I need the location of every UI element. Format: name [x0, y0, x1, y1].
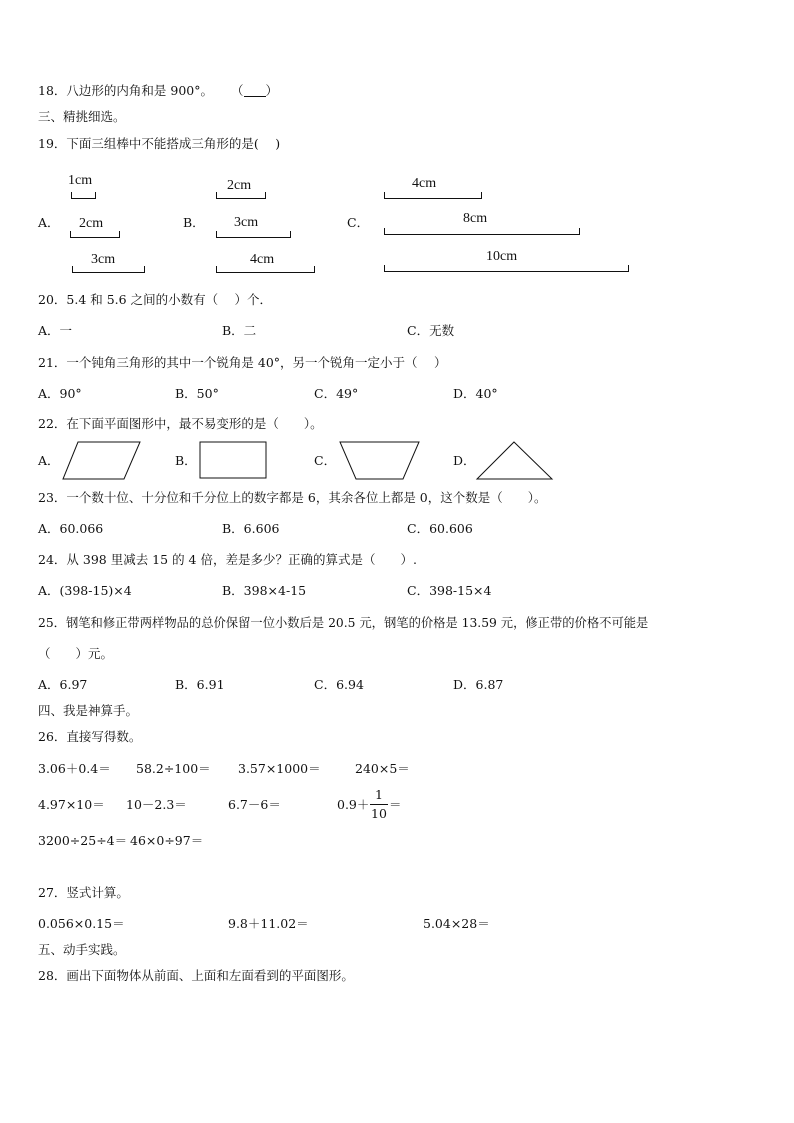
question-24: 24．从 398 里减去 15 的 4 倍，差是多少？正确的算式是（ ）.	[38, 552, 417, 567]
stick-label: 2cm	[227, 178, 252, 193]
calc-item: 5.04×28＝	[423, 916, 490, 931]
triangle-shape	[476, 441, 554, 481]
stick	[384, 228, 580, 235]
option-b-label[interactable]: B．	[175, 453, 197, 468]
calc-item-fraction-suffix: ＝	[389, 797, 402, 812]
calc-item: 240×5＝	[355, 761, 410, 776]
fraction-denominator: 10	[371, 806, 387, 821]
question-22: 22．在下面平面图形中，最不易变形的是（ ）。	[38, 416, 323, 431]
stick-label: 4cm	[250, 252, 275, 267]
option-d[interactable]: D．40°	[453, 386, 498, 401]
answer-blank	[244, 84, 266, 97]
parallelogram-shape	[62, 441, 142, 481]
option-a[interactable]: A．(398-15)×4	[38, 583, 132, 598]
option-a[interactable]: A．60.066	[38, 521, 104, 536]
option-d[interactable]: D．6.87	[453, 677, 504, 692]
stick	[70, 231, 120, 238]
stick	[216, 231, 291, 238]
question-25-cont: （ ）元。	[38, 646, 114, 661]
question-19: 19．下面三组棒中不能搭成三角形的是( )	[38, 136, 281, 151]
question-18-text: 18．八边形的内角和是 900°。	[38, 83, 213, 98]
stick-label: 8cm	[463, 211, 488, 226]
question-26: 26．直接写得数。	[38, 729, 142, 744]
stick	[216, 192, 266, 199]
fraction-bar	[370, 804, 388, 805]
option-b[interactable]: B．50°	[175, 386, 219, 401]
question-27: 27．竖式计算。	[38, 885, 129, 900]
rectangle-shape	[199, 441, 269, 481]
stick-label: 1cm	[68, 173, 93, 188]
stick-label: 4cm	[412, 176, 437, 191]
calc-item-fraction-prefix: 0.9＋	[337, 797, 370, 812]
trapezoid-shape	[339, 441, 421, 481]
question-21: 21．一个钝角三角形的其中一个锐角是 40°，另一个锐角一定小于（ ）	[38, 355, 447, 370]
stick-label: 2cm	[79, 216, 104, 231]
option-b-label: B．	[183, 215, 205, 230]
calc-item: 6.7－6＝	[228, 797, 281, 812]
question-25: 25．钢笔和修正带两样物品的总价保留一位小数后是 20.5 元，钢笔的价格是 13.59 元，修正带的价格不可能是	[38, 616, 649, 630]
option-b[interactable]: B．6.606	[222, 521, 280, 536]
option-c[interactable]: C．6.94	[314, 677, 364, 692]
option-b[interactable]: B．6.91	[175, 677, 225, 692]
calc-item: 3.57×1000＝	[238, 761, 321, 776]
stick	[216, 266, 315, 273]
stick-label: 10cm	[486, 249, 518, 264]
option-c-label: C．	[347, 215, 370, 230]
question-18	[38, 83, 278, 99]
calc-item: 3200÷25÷4＝	[38, 833, 128, 848]
option-a-label[interactable]: A．	[38, 453, 60, 468]
stick	[384, 265, 629, 272]
option-b[interactable]: B．398×4-15	[222, 583, 307, 598]
option-a-label: A．	[38, 215, 60, 230]
paren-open: （	[230, 83, 244, 98]
stick	[384, 192, 482, 199]
question-20: 20．5.4 和 5.6 之间的小数有（ ）个．	[38, 292, 273, 307]
option-c[interactable]: C．无数	[407, 323, 455, 338]
stick	[72, 266, 145, 273]
option-a[interactable]: A．90°	[38, 386, 82, 401]
paren-close: ）	[265, 83, 279, 98]
option-c[interactable]: C．49°	[314, 386, 359, 401]
question-23: 23．一个数十位、十分位和千分位上的数字都是 6，其余各位上都是 0，这个数是（ ）。	[38, 490, 547, 505]
section-3-heading: 三、精挑细选。	[38, 109, 126, 124]
calc-item: 0.056×0.15＝	[38, 916, 125, 931]
option-b[interactable]: B．二	[222, 323, 257, 338]
calc-item: 46×0÷97＝	[130, 833, 204, 848]
stick-label: 3cm	[91, 252, 116, 267]
stick	[71, 192, 96, 199]
stick-label: 3cm	[234, 215, 259, 230]
calc-item: 9.8＋11.02＝	[228, 916, 309, 931]
option-c[interactable]: C．60.606	[407, 521, 473, 536]
question-28: 28．画出下面物体从前面、上面和左面看到的平面图形。	[38, 968, 354, 983]
section-4-heading: 四、我是神算手。	[38, 703, 139, 718]
fraction-numerator: 1	[375, 787, 383, 802]
option-c[interactable]: C．398-15×4	[407, 583, 492, 598]
calc-item: 3.06＋0.4＝	[38, 761, 111, 776]
calc-item: 10－2.3＝	[126, 797, 187, 812]
option-a[interactable]: A．一	[38, 323, 73, 338]
option-c-label[interactable]: C．	[314, 453, 337, 468]
section-5-heading: 五、动手实践。	[38, 942, 126, 957]
option-a[interactable]: A．6.97	[38, 677, 88, 692]
option-d-label[interactable]: D．	[453, 453, 476, 468]
calc-item: 4.97×10＝	[38, 797, 105, 812]
calc-item: 58.2÷100＝	[136, 761, 211, 776]
